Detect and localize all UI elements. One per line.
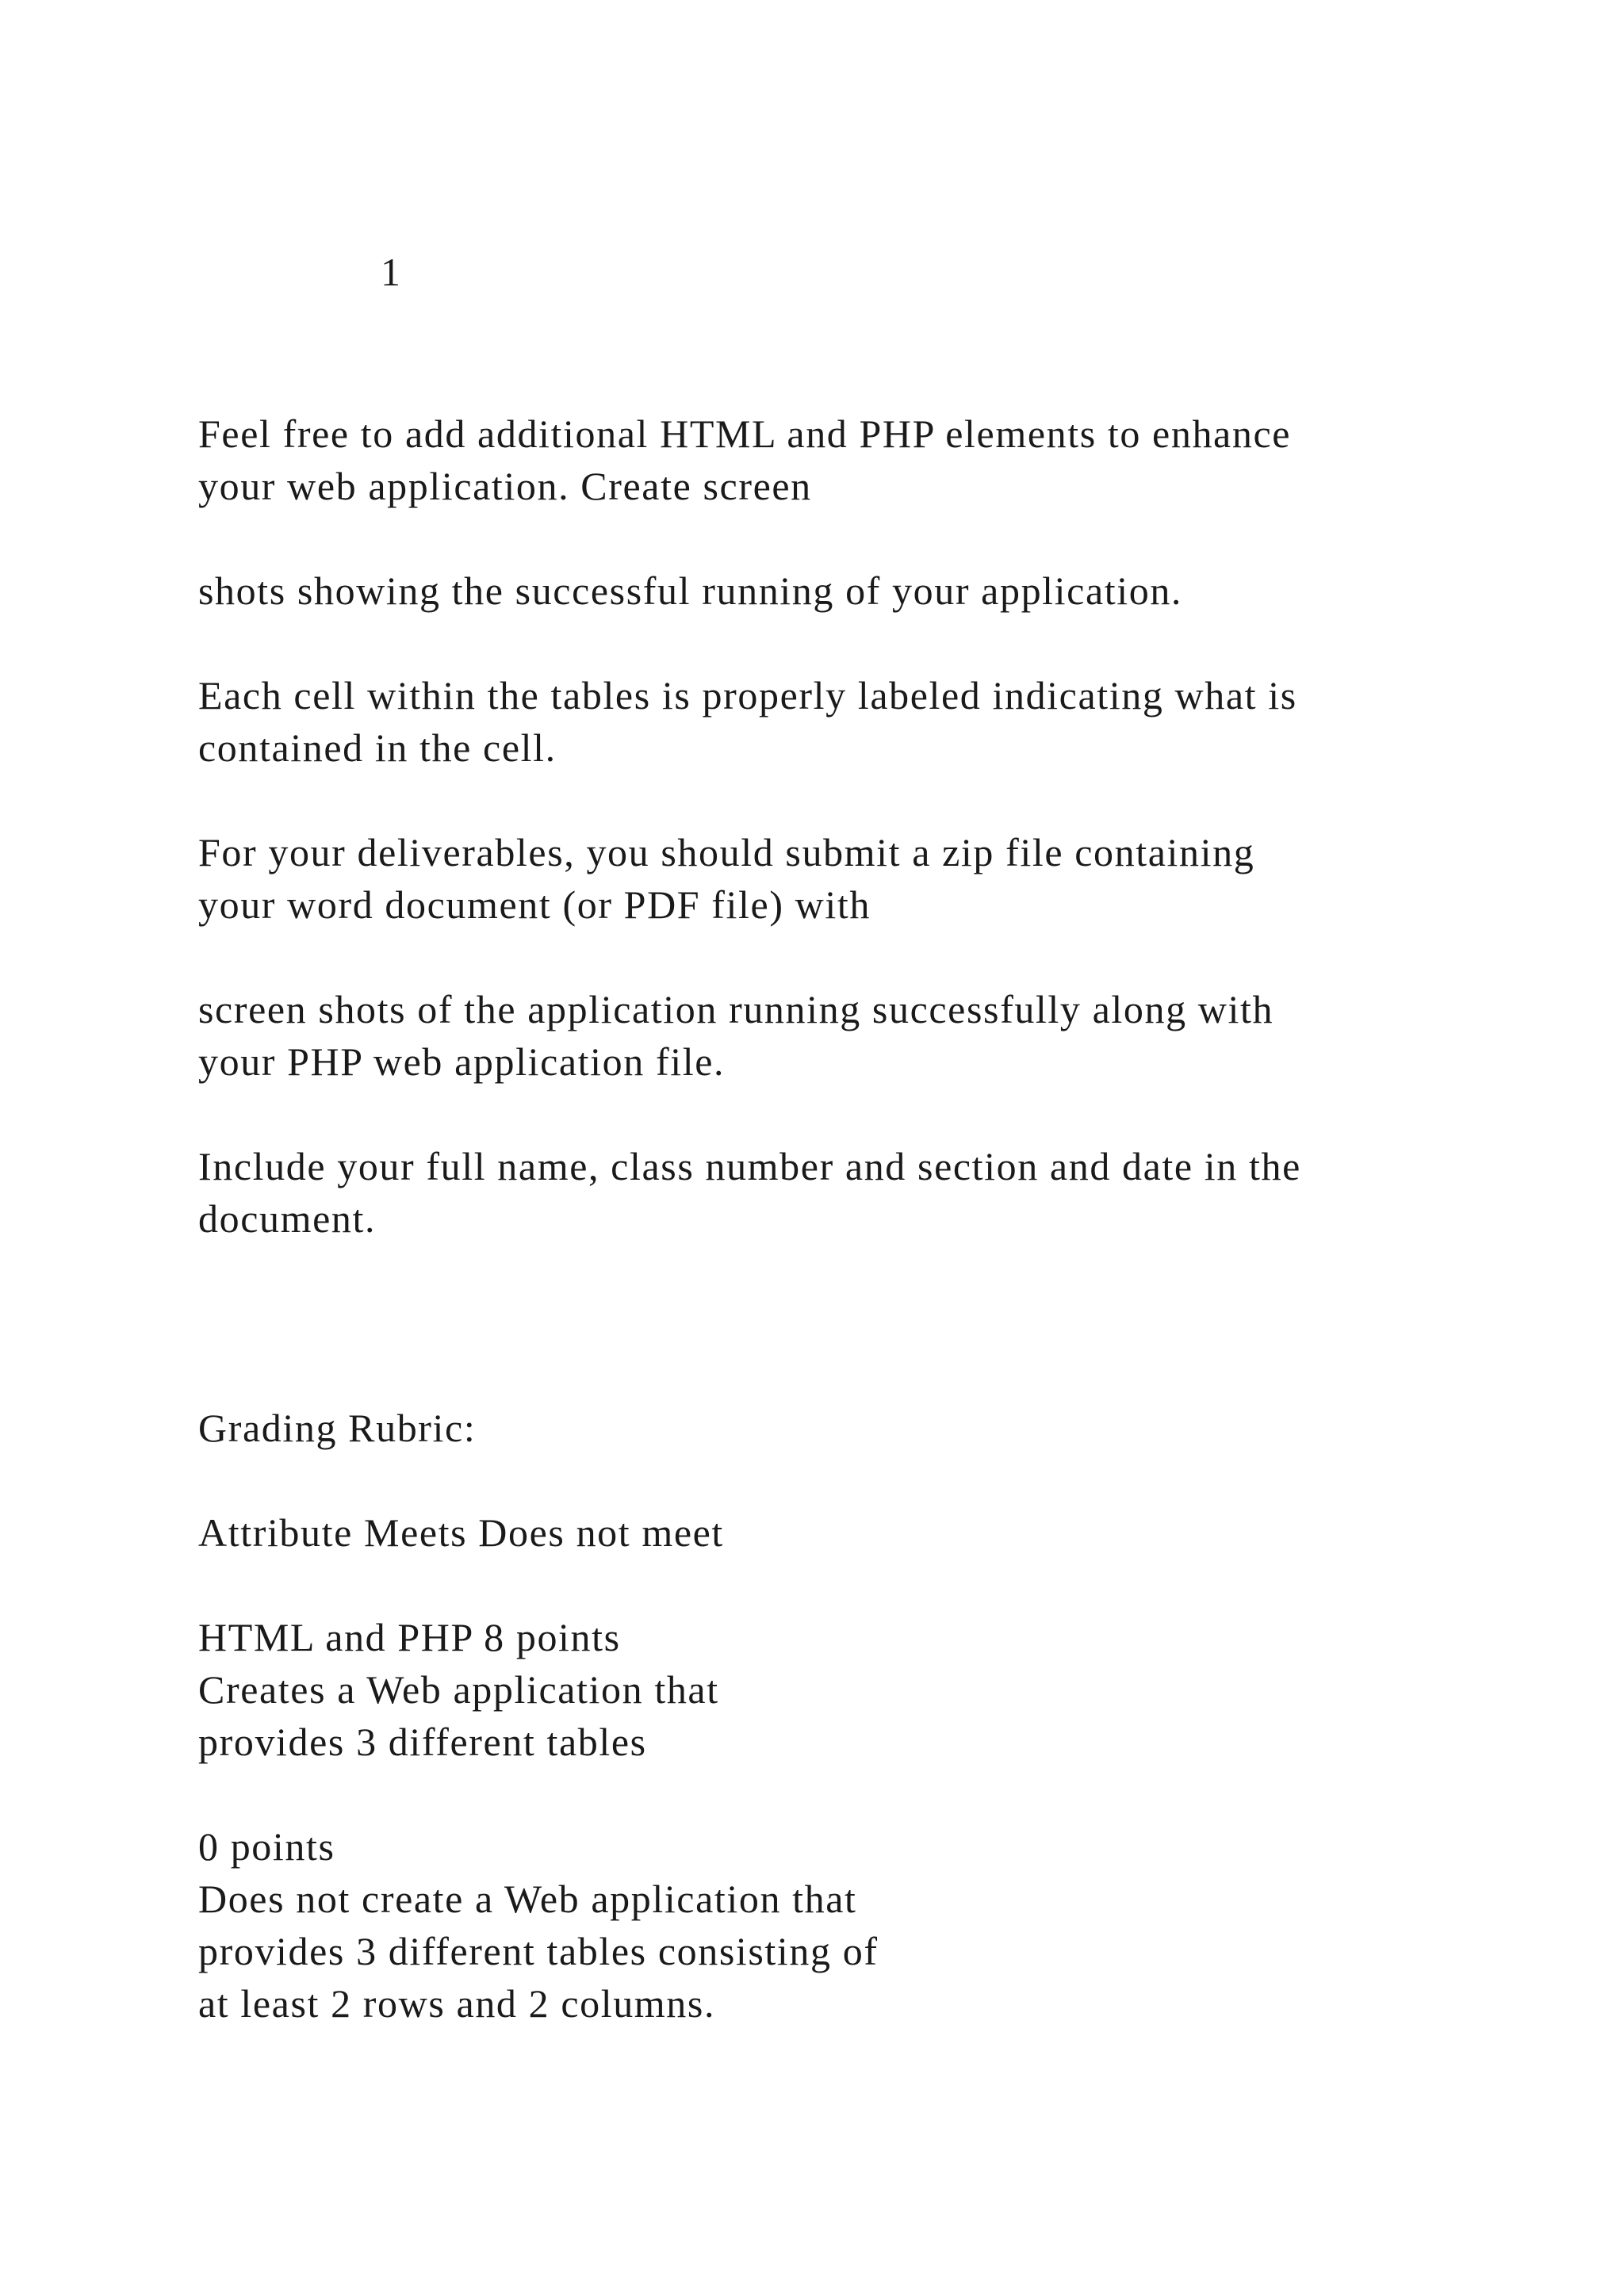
paragraph-6-line-2: document. (198, 1196, 377, 1241)
paragraph-6-line-1: Include your full name, class number and section and date in the (198, 1144, 1301, 1188)
paragraph-4-line-1: For your deliverables, you should submit a zip file containing (198, 830, 1255, 874)
rubric-does-not-meet-line-2: Does not create a Web application that (198, 1877, 857, 1921)
page-number: 1 (381, 250, 400, 294)
paragraph-1-line-1: Feel free to add additional HTML and PHP elements to enhance (198, 411, 1292, 456)
rubric-meets-line-1: HTML and PHP 8 points (198, 1615, 621, 1659)
rubric-header-row: Attribute Meets Does not meet (198, 1510, 724, 1555)
paragraph-5-line-2: your PHP web application file. (198, 1039, 726, 1084)
rubric-does-not-meet-line-4: at least 2 rows and 2 columns. (198, 1981, 716, 2026)
paragraph-5-line-1: screen shots of the application running successfully along with (198, 987, 1274, 1031)
paragraph-1-line-2: your web application. Create screen (198, 464, 812, 508)
rubric-heading: Grading Rubric: (198, 1406, 477, 1450)
rubric-does-not-meet-line-1: 0 points (198, 1824, 335, 1869)
paragraph-4-line-2: your word document (or PDF file) with (198, 882, 871, 927)
rubric-meets-line-2: Creates a Web application that (198, 1667, 719, 1712)
paragraph-3-line-1: Each cell within the tables is properly labeled indicating what is (198, 673, 1297, 718)
paragraph-3-line-2: contained in the cell. (198, 725, 557, 770)
paragraph-2-line-1: shots showing the successful running of your application. (198, 568, 1183, 613)
rubric-does-not-meet-line-3: provides 3 different tables consisting of (198, 1929, 879, 1973)
rubric-meets-line-3: provides 3 different tables (198, 1720, 647, 1764)
